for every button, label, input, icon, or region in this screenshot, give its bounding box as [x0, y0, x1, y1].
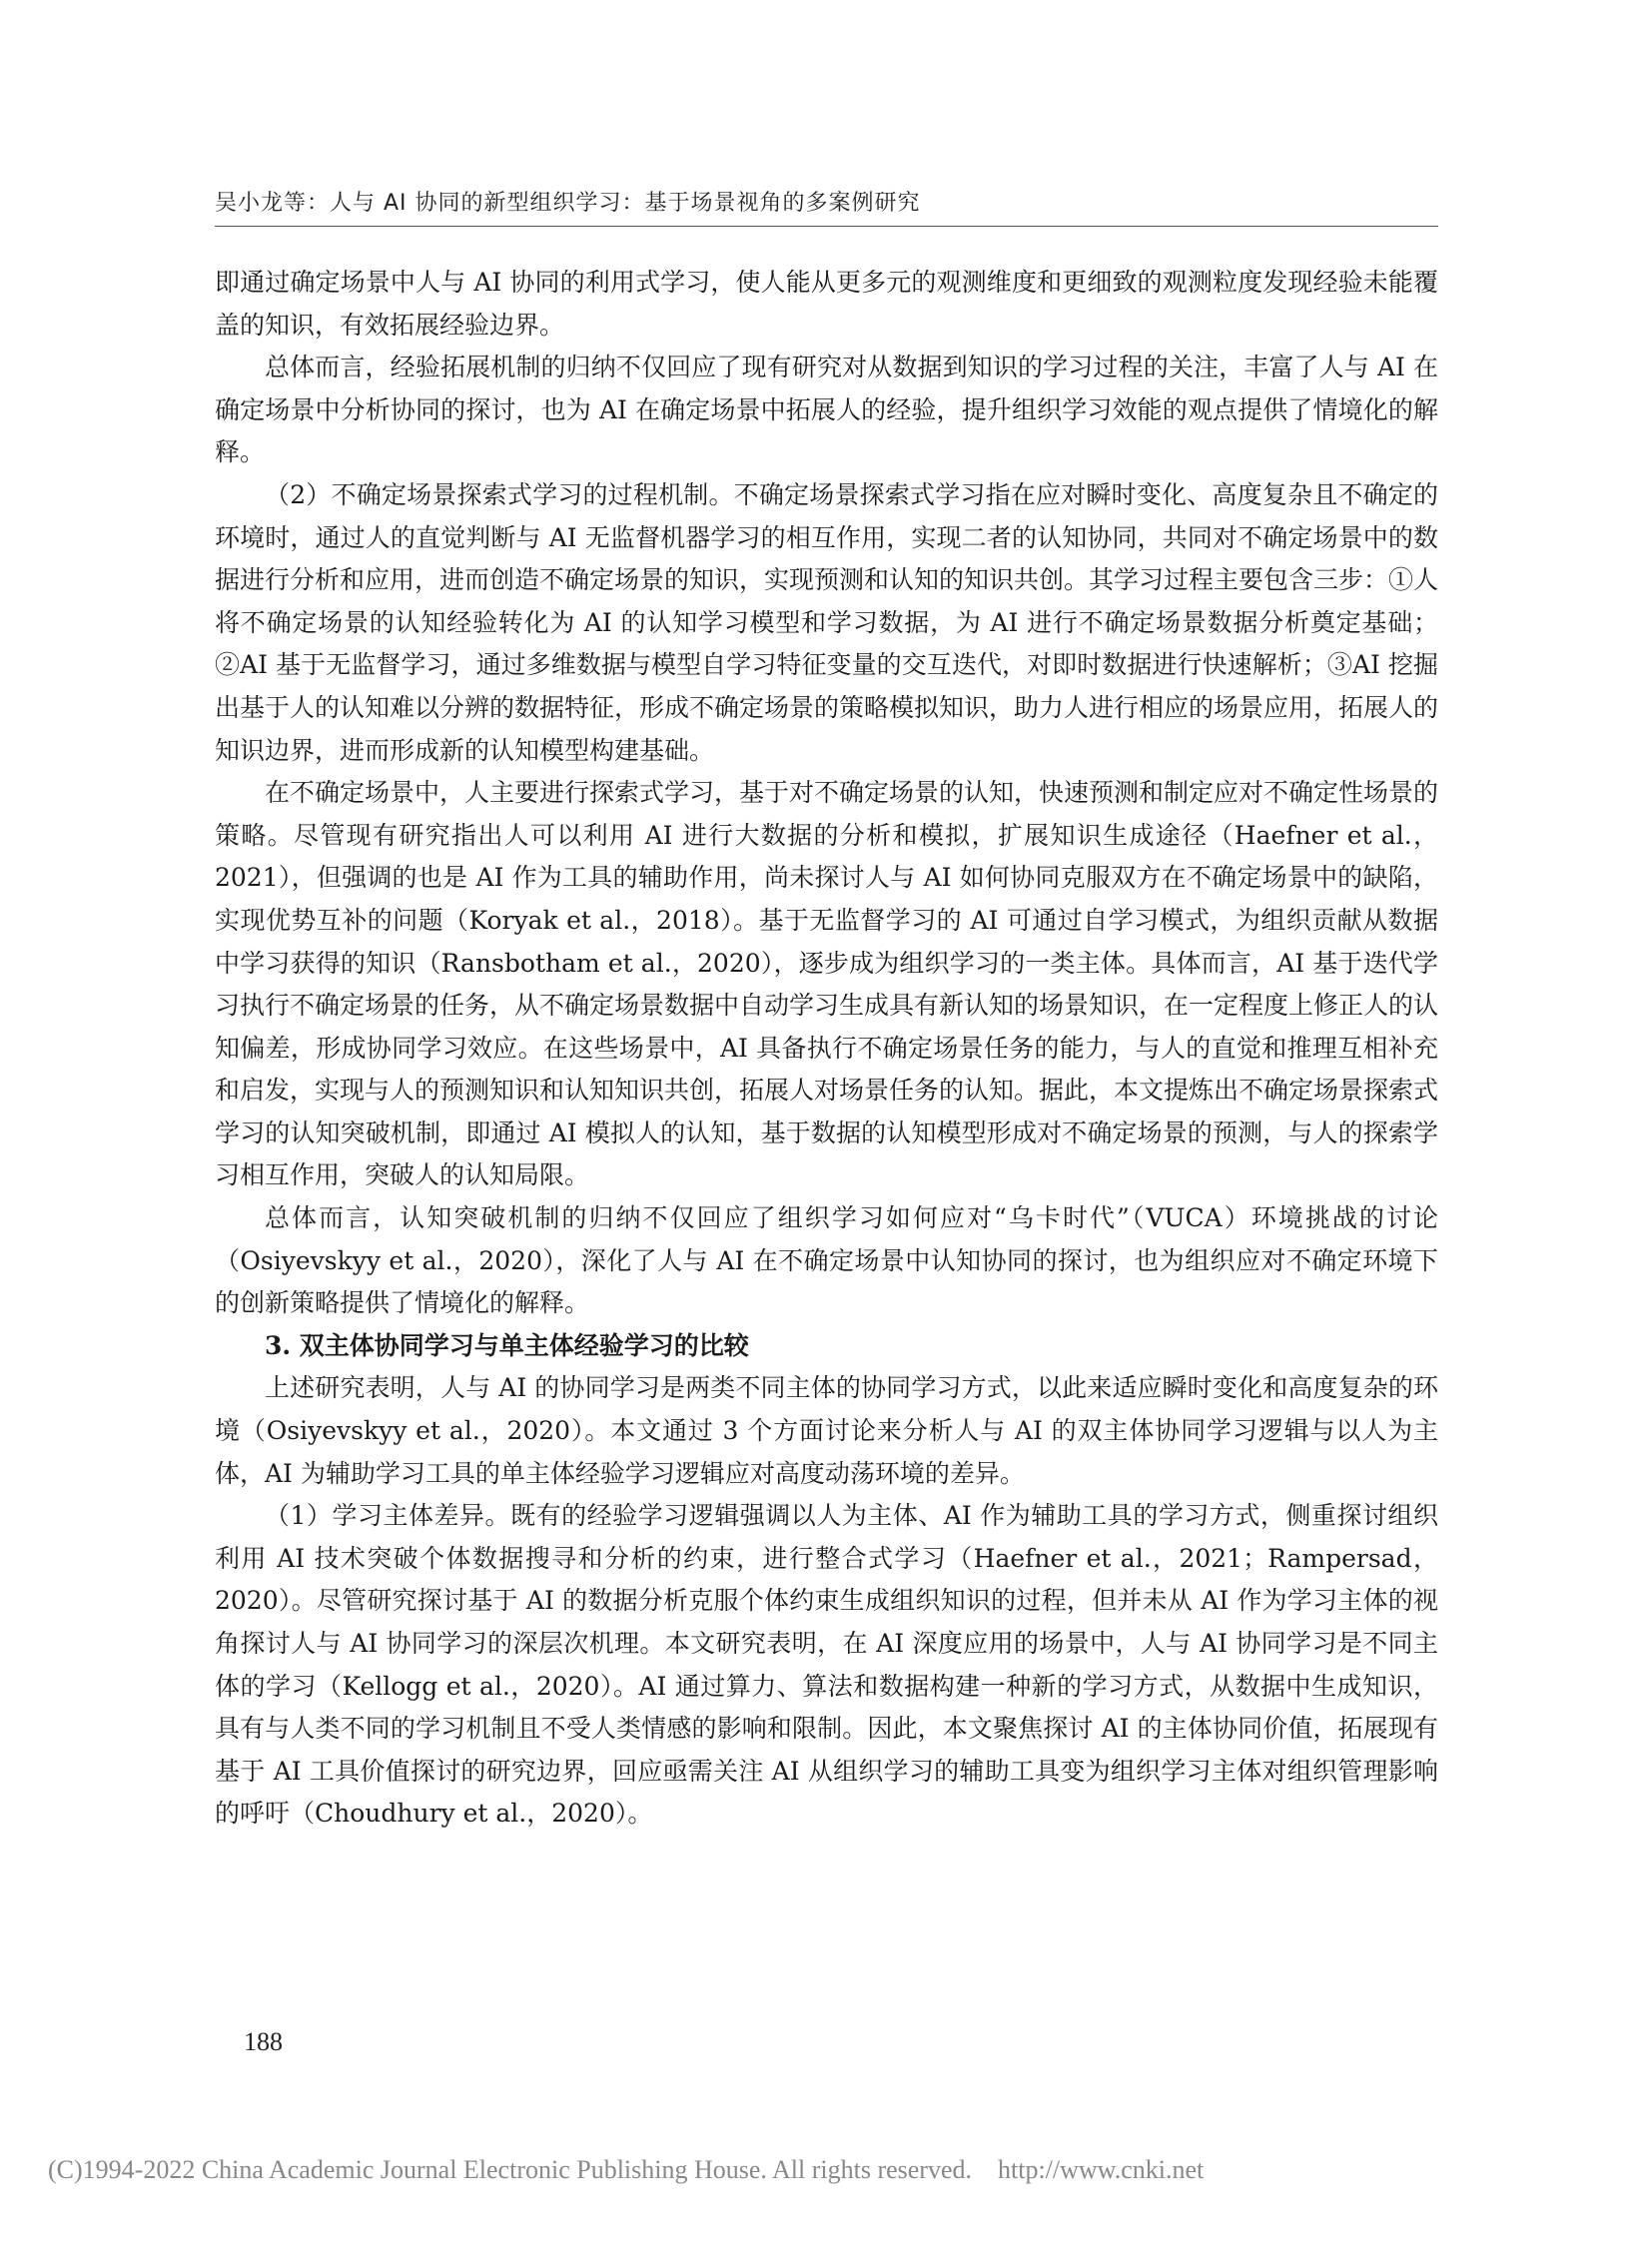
paragraph: （2）不确定场景探索式学习的过程机制。不确定场景探索式学习指在应对瞬时变化、高度复杂且不确定的环境时，通过人的直觉判断与 AI 无监督机器学习的相互作用，实现二者的认知协同，共同对不确定场景中的数据进行分析和应用，进而创造不确定场景的知识，实现预测和认知的知识共创。其学习过程主要包含三步：①人将不确定场景的认知经验转化为 AI 的认知学习模型和学习数据，为 AI 进行不确定场景数据分析奠定基础；②AI 基于无监督学习，通过多维数据与模型自学习特征变量的交互迭代，对即时数据进行快速解析；③AI 挖掘出基于人的认知难以分辨的数据特征，形成不确定场景的策略模拟知识，助力人进行相应的场景应用，拓展人的知识边界，进而形成新的认知模型构建基础。	[215, 479, 1439, 765]
paragraph: 总体而言，认知突破机制的归纳不仅回应了组织学习如何应对“乌卡时代”（VUCA）环境挑战的讨论（Osiyevskyy et al.，2020），深化了人与 AI 在不确定场景中认知协同的探讨，也为组织应对不确定环境下的创新策略提供了情境化的解释。	[215, 1203, 1438, 1318]
article-body	[215, 262, 1438, 1836]
copyright-notice: (C)1994-2022 China Academic Journal Electronic Publishing House. All rights reserved. http://www.cnki.net	[48, 2155, 1205, 2184]
running-header: 吴小龙等：人与 AI 协同的新型组织学习：基于场景视角的多案例研究	[215, 191, 921, 216]
paragraph-continuation: 即通过确定场景中人与 AI 协同的利用式学习，使人能从更多元的观测维度和更细致的观测粒度发现经验未能覆盖的知识，有效拓展经验边界。	[215, 268, 1438, 340]
paragraph: （1）学习主体差异。既有的经验学习逻辑强调以人为主体、AI 作为辅助工具的学习方式，侧重探讨组织利用 AI 技术突破个体数据搜寻和分析的约束，进行整合式学习（Haefner et al.，2021；Rampersad，2020）。尽管研究探讨基于 AI 的数据分析克服个体约束生成组织知识的过程，但并未从 AI 作为学习主体的视角探讨人与 AI 协同学习的深层次机理。本文研究表明，在 AI 深度应用的场景中，人与 AI 协同学习是不同主体的学习（Kellogg et al.，2020）。AI 通过算力、算法和数据构建一种新的学习方式，从数据中生成知识，具有与人类不同的学习机制且不受人类情感的影响和限制。因此，本文聚焦探讨 AI 的主体协同价值，拓展现有基于 AI 工具价值探讨的研究边界，回应亟需关注 AI 从组织学习的辅助工具变为组织学习主体对组织管理影响的呼吁（Choudhury et al.，2020）。	[215, 1501, 1438, 1829]
page-number: 188	[244, 2027, 283, 2056]
header-divider	[215, 226, 1438, 227]
paragraph: 总体而言，经验拓展机制的归纳不仅回应了现有研究对从数据到知识的学习过程的关注，丰富了人与 AI 在确定场景中分析协同的探讨，也为 AI 在确定场景中拓展人的经验，提升组织学习效能的观点提供了情境化的解释。	[215, 353, 1438, 467]
section-heading: 3. 双主体协同学习与单主体经验学习的比较	[265, 1330, 749, 1360]
paragraph: 在不确定场景中，人主要进行探索式学习，基于对不确定场景的认知，快速预测和制定应对不确定性场景的策略。尽管现有研究指出人可以利用 AI 进行大数据的分析和模拟，扩展知识生成途径（Haefner et al.，2021），但强调的也是 AI 作为工具的辅助作用，尚未探讨人与 AI 如何协同克服双方在不确定场景中的缺陷，实现优势互补的问题（Koryak et al.，2018）。基于无监督学习的 AI 可通过自学习模式，为组织贡献从数据中学习获得的知识（Ransbotham et al.，2020），逐步成为组织学习的一类主体。具体而言，AI 基于迭代学习执行不确定场景的任务，从不确定场景数据中自动学习生成具有新认知的场景知识，在一定程度上修正人的认知偏差，形成协同学习效应。在这些场景中，AI 具备执行不确定场景任务的能力，与人的直觉和推理互相补充和启发，实现与人的预测知识和认知知识共创，拓展人对场景任务的认知。据此，本文提炼出不确定场景探索式学习的认知突破机制，即通过 AI 模拟人的认知，基于数据的认知模型形成对不确定场景的预测，与人的探索学习相互作用，突破人的认知局限。	[215, 778, 1439, 1190]
paragraph: 上述研究表明，人与 AI 的协同学习是两类不同主体的协同学习方式，以此来适应瞬时变化和高度复杂的环境（Osiyevskyy et al.，2020）。本文通过 3 个方面讨论来分析人与 AI 的双主体协同学习逻辑与以人为主体，AI 为辅助学习工具的单主体经验学习逻辑应对高度动荡环境的差异。	[215, 1373, 1438, 1488]
